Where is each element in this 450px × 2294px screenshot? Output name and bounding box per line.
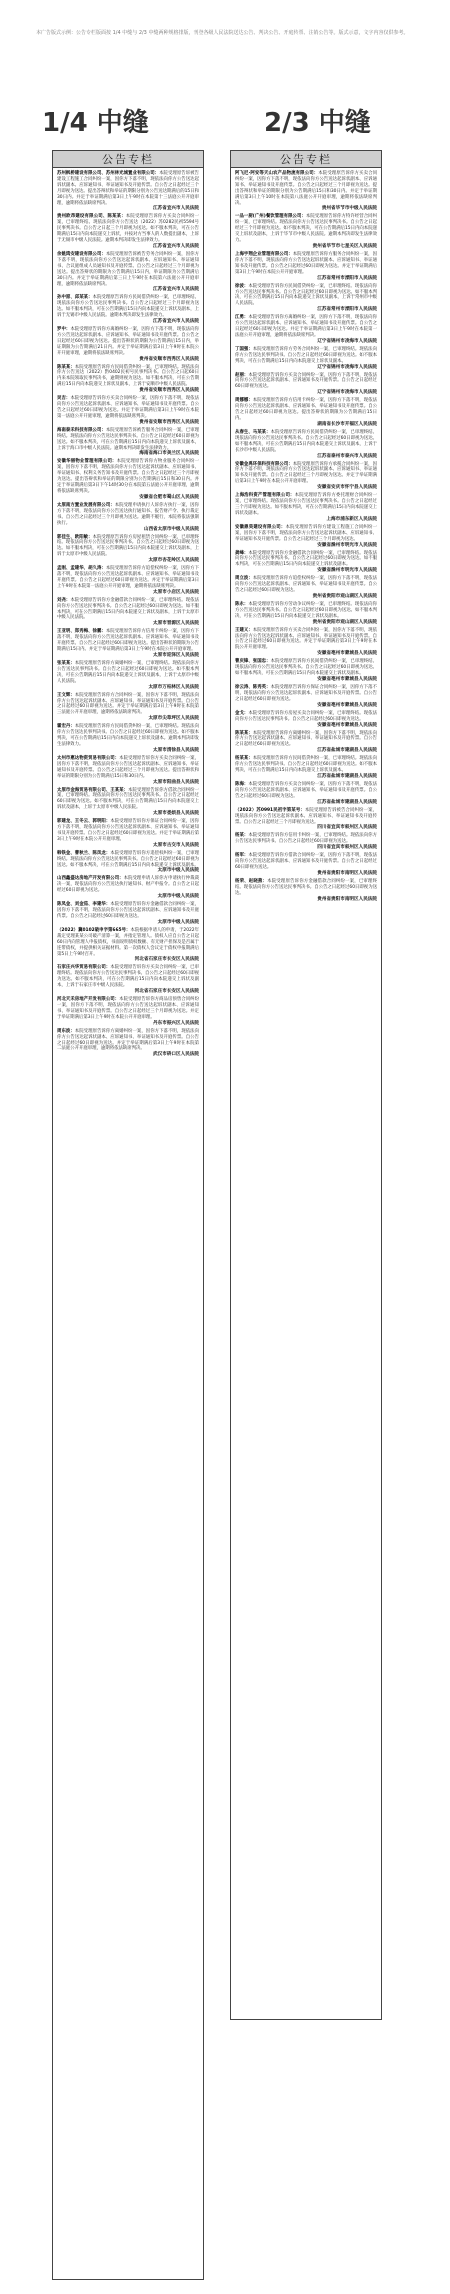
notice-addressee: 丁国强： <box>235 346 253 352</box>
notice-text: 本院受理原告诉你方买卖合同纠纷一案，因你方下落不明，现依法向你方公告送达起诉状副本、应诉通知书、举证通知书及开庭传票。自公告之日起经过三个月即视为送达。提出答辩状和举证的期限分别为公告期满后15日和30日内。 <box>57 755 199 779</box>
notice-item <box>57 928 199 964</box>
notice-item <box>57 598 199 628</box>
notice-text: 本院受理原告诉你方商品房预售合同纠纷一案，因你方下落不明，现依法向你方公告送达起诉状副本、应诉通知书、举证通知书及开庭传票。自公告之日起经过三个月即视为送达。并定于举证期满后第3日上午9时在本院公开开庭审理。 <box>57 997 199 1020</box>
notice-item <box>57 661 199 691</box>
notice-item <box>57 459 199 500</box>
notice-body <box>235 853 377 871</box>
notice-body <box>57 629 199 653</box>
notice-addressee: 孙中原、邱某某： <box>57 295 93 301</box>
notice-body <box>235 525 377 543</box>
notice-text: 本院受理原告诉你方民间借贷纠纷一案，已审理终结。现依法向你方公告送达民事判决书。自公告之日起经过60日即视为送达。如不服本判决，可在公告期满后15日内向本院递交上诉状及副本，上诉于长沙市中级人民法院。 <box>235 429 377 453</box>
notice-body <box>57 756 199 780</box>
notice-item <box>235 756 377 780</box>
notice-signer: 太原市万柏林区人民法院 <box>148 684 199 690</box>
notice-body <box>57 997 199 1021</box>
notice-signer: 河北省石家庄市长安区人民法院 <box>134 989 199 995</box>
notice-addressee: 从春生、马某某： <box>235 429 271 435</box>
notice-text: 本院受理原告诉你方民间借贷纠纷一案，已审理终结。现依法向你方公告送达民事判决书。自公告之日起经过三个月即视为送达。如不服本判决，可在公告期满后15日内向本院递交上诉状及副本，上诉于无锡市中级人民法院。逾期本判决即发生法律效力。 <box>57 295 199 319</box>
notice-signer: 丹东市振兴区人民法院 <box>153 1020 199 1026</box>
notice-signer: 太原市迎泽区人民法院 <box>153 653 199 658</box>
notice-signer: 贵州省毕节市中级人民法院 <box>321 206 377 212</box>
notice-item <box>235 731 377 755</box>
notice-addressee: 郭建龙、王冬云、郭明阳： <box>57 819 111 825</box>
notice-item <box>57 396 199 426</box>
notice-body <box>57 396 199 420</box>
notice-addressee: （2022）冀0102破申字第665号： <box>57 927 131 933</box>
notice-addressee: 张某某： <box>57 661 75 666</box>
notice-item <box>57 171 199 212</box>
notice-signer: 太原市小店区人民法院 <box>153 589 199 595</box>
notice-text: 本院受理原告诉你方服务合同纠纷一案，因你方下落不明，现依法向你方公告送达起诉状副本、应诉通知书、举证通知书及开庭传票。自公告之日起经过60日即视为送达。并定于举证期满后第3日上午9时在本院公开开庭审理。 <box>235 251 377 275</box>
notice-column-quarter <box>52 150 204 2280</box>
notice-text: 本院受理原告诉你方买卖合同纠纷一案，已审理终结。现依法向你方公告送达（2022）苏0282民初5594号民事判决书。自公告之日起三个月即视为送达。如不服本判决，可在公告期满后15日内向本院递交上诉状，并按对方当事人的人数提出副本，上诉于无锡市中级人民法院。逾期本判决即发生法律效力。 <box>57 214 199 244</box>
notice-signer: 安徽省滁州市明光市人民法院 <box>317 568 377 574</box>
notice-text: 本院受理原告诉你方民间借贷纠纷一案，已审理终结。现依法向你方公告送达民事判决书。自公告之日起经过60日即视为送达。如不服本判决，可在公告期满后15日内向本院递交上诉状及副本，上诉于常州市中级人民法院。 <box>235 283 377 307</box>
notice-item <box>235 462 377 492</box>
notice-signer: 太原市晋源区人民法院 <box>153 621 199 627</box>
notice-item <box>57 756 199 786</box>
notice-text: 本院受理原告诉你方金融借款合同纠纷一案，已审理终结。现依法向你方公告送达民事判决书。自公告之日起经过60日即视为送达。 <box>235 878 377 896</box>
notice-text: 本院受理原告诉你方追偿权纠纷一案，已审理终结。现依法向你方公告送达民事判决书。自公告之日起经过60日即视为送达。如不服本判决，可在公告期满后15日内向本院递交上诉状及副本。 <box>57 850 199 868</box>
notice-text: 本院受理原告诉你方民间借贷纠纷一案，已审理终结。现依法向你方公告送达民事判决书。自公告之日起经过60日即视为送达。如不服本判决，可在公告期满后15日内向本院递交上诉状及副本。 <box>235 756 377 774</box>
notice-addressee: 周东波： <box>57 1028 75 1034</box>
notice-addressee: 徐波： <box>235 283 249 289</box>
notice-item <box>235 315 377 345</box>
notice-item <box>235 430 377 460</box>
notice-addressee: 余姚鸿安建设有限公司： <box>57 251 106 257</box>
notice-signer: 安徽省合肥市蜀山区人民法院 <box>139 494 199 500</box>
notice-signer: 贵州省安顺市西秀区人民法院 <box>139 356 199 362</box>
notice-text: 本院受理原告诉你方金融借款合同纠纷一案，因你方下落不明，现依法向你方公告送达起诉状副本、应诉通知书及开庭传票。自公告之日起经过60日即视为送达。 <box>57 902 199 919</box>
notice-signer: 江苏省常州市溧阳市人民法院 <box>317 275 377 281</box>
notice-text: 本院受理原告诉你方买卖合同纠纷一案，因你方下落不明，现依法向你方公告送达起诉状副本、应诉通知书、举证通知书及开庭传票。自公告之日起经过60日即视为送达。并定于举证期满后第3日上午9时在本院公开开庭审理。 <box>235 627 377 651</box>
notice-text: 本院受理原告诉被告服务合同纠纷一案，已审理终结。现依法向你方公告送达民事判决书。自公告之日起经过60日即视为送达。如不服本判决，可在公告期满后15日内向本院递交上诉状及副本，上诉于海口市中级人民法院。逾期本判决即发生法律效力。 <box>57 427 199 451</box>
notice-item <box>57 902 199 926</box>
notice-addressee: 山西鑫盛达房地产开发有限公司： <box>57 876 124 882</box>
notice-text: 本院受理原告诉你方物业服务合同纠纷一案，因你方下落不明，现依法向你方公告送达起诉状副本、应诉通知书、举证通知书、权利义务告知书及开庭传票。自公告之日起经过三个月即视为送达。提出答辩状和举证的期限分别为公告期满后15日和30日内。并定于举证期满后第3日下午14时30分在本院第五法庭公开开庭审理，逾期将依法缺席判决。 <box>57 459 199 494</box>
notice-addressee: 陈海： <box>235 781 249 787</box>
layout-description-note: 本广告版式示例：公告专栏版面按 1/4 中缝与 2/3 中缝两种规格排版，刊登各级人民法院送达公告、判决公告、开庭传票、注销公告等。版式示意，文字内容仅供参考。 <box>36 30 409 36</box>
notice-signer: 辽宁省锦州市凌海市人民法院 <box>317 364 377 370</box>
notice-body <box>235 551 377 569</box>
notice-item <box>235 284 377 314</box>
notice-signer: 河北省石家庄市长安区人民法院 <box>134 957 199 963</box>
notice-item <box>235 833 377 851</box>
notice-body <box>235 398 377 422</box>
notice-body <box>235 602 377 620</box>
notice-addressee: 贵州欧昂建设有限公司、陈某某： <box>57 214 126 220</box>
notice-item <box>57 693 199 723</box>
notice-text: 本院受理原告诉你方保证合同纠纷一案，因你方下落不明，现依法向你方公告送达起诉状副本、应诉通知书及开庭传票。自公告之日起经过60日即视为送达。 <box>235 685 377 702</box>
notice-text: 本院受理原告诉被告合同纠纷一案，现依法向你方公告送达起诉状副本、应诉通知书、举证通知书及开庭传票。自公告之日起经过三个月即视为送达。 <box>235 807 377 825</box>
notice-text: 本院受理申请执行人诉你方执行一案，因你方下落不明，现依法向你方公告送达执行通知书、报告财产令、执行裁定书。自公告之日起经过三个月即视为送达。逾期不履行，本院将依法强制执行。 <box>57 502 199 526</box>
notice-addressee: 江勇： <box>235 315 249 321</box>
notice-item <box>57 566 199 596</box>
notice-text: 本院受理原告诉你方离婚纠纷一案，因你方下落不明，现依法向你方公告送达起诉状副本、应诉通知书、举证通知书及开庭传票。自公告之日起经过60日即视为送达。并定于举证期满后第3日上午9时在本院第一法庭公开开庭审理，逾期将依法缺席判决。 <box>235 315 377 338</box>
notice-addressee: 上海浩科资产管理有限公司： <box>235 493 295 499</box>
notice-item <box>57 252 199 293</box>
notice-body <box>57 598 199 622</box>
notice-body <box>57 428 199 452</box>
notice-signer: 江苏省泰州市泰兴市人民法院 <box>317 453 377 459</box>
notice-signer: 江苏省盐城市建湖县人民法院 <box>317 748 377 754</box>
notice-text: 本院受理原告诉你方买卖合同纠纷一案，因你方下落不明，现依法向你方公告送达起诉状副本、应诉通知书、举证通知书及开庭传票。自公告之日起经过三个月即视为送达。提出答辩状和举证的期限分别为公告期满后15日和30日内。并定于举证期满后第3日上午10时在本院第八法庭公开开庭审理，逾期将依法缺席判决。 <box>235 171 377 206</box>
notice-addressee: 霍宏丹： <box>57 724 75 730</box>
notice-item <box>57 428 199 458</box>
notice-body <box>57 171 199 206</box>
notice-body <box>57 535 199 559</box>
notice-text: 本院受理原告诉你方追偿权纠纷一案，因你方下落不明，现依法向你方公告送达起诉状副本、应诉通知书、举证通知书及开庭传票。自公告之日起经过60日即视为送达。并定于举证期满后第3日上午9时在本院第一法庭公开开庭审理，逾期将依法缺席判决。 <box>57 566 199 589</box>
notice-text: 本院受理原告诉你方保证合同纠纷一案，因你方下落不明，现依法向你方公告送达起诉状副本、应诉通知书、举证通知书及开庭传票。自公告之日起经过60日即视为送达。并定于举证期满后第3日上午9时在本院公开开庭审理。 <box>57 819 199 842</box>
notice-addressee: 河北天禾房地产开发有限公司： <box>57 997 120 1003</box>
notice-text: 本院根据申请人的申请，于2022年裁定受理某某公司破产清算一案，并指定管理人。债权人应自公告之日起60日内向管理人申报债权，书面说明债权数额、有无财产担保及是否属于连带债权，并提供相关证据材料。第一次债权人会议定于债权申报期满后第5日上午9时召开。 <box>57 927 199 957</box>
notice-addressee: 太州市惠达物资贸易有限公司： <box>57 755 120 761</box>
notice-text: 本院受理原告诉你方买卖合同纠纷一案，已审理终结。现依法向你方公告送达民事判决书。自公告之日起经过60日即视为送达。如不服本判决，可在公告期满后15日内向本院递交上诉状及副本，上诉于石家庄市中级人民法院。 <box>57 965 199 989</box>
notice-body <box>235 576 377 594</box>
notice-text: 本院受理申请人诉你方申请执行仲裁裁决一案，现依法向你方公告送达执行通知书、财产申报令。自公告之日起经过60日即视为送达。 <box>57 876 199 894</box>
notice-body <box>235 171 377 206</box>
notice-text: 本院受理原告诉你方劳务合同纠纷一案，已审理终结。现依法向你方公告送达民事判决书。自公告之日起经过60日即视为送达。如不服本判决，可在公告期满后15日内向本院递交上诉状及副本。 <box>235 346 377 364</box>
notice-signer: 贵州省贵阳市观山湖区人民法院 <box>312 593 377 599</box>
notice-body <box>235 731 377 749</box>
notice-item <box>57 214 199 250</box>
notice-list <box>53 168 203 1058</box>
notice-signer: 太原市杏花岭区人民法院 <box>148 558 199 564</box>
notice-addressee: 周立波： <box>235 576 253 582</box>
notice-item <box>235 525 377 549</box>
notice-signer: 贵州省安顺市西秀区人民法院 <box>139 419 199 425</box>
notice-body <box>57 724 199 748</box>
notice-item <box>235 808 377 832</box>
notice-item <box>235 398 377 428</box>
notice-body <box>235 711 377 723</box>
notice-text: 本院受理原告诉你方合同纠纷一案，因你方下落不明，现依法向你方公告送达起诉状副本、应诉通知书、举证通知书及开庭传票。自公告之日起经过60日即视为送达。并定于举证期满后第3日上午9时在本院第三法庭公开开庭审理，逾期将依法缺席判决。 <box>57 692 199 716</box>
notice-addressee: 罗中： <box>57 327 71 333</box>
notice-addressee: 苏州枫桥建设有限公司、苏州林光城置业有限公司： <box>57 171 160 176</box>
column-header <box>231 151 381 168</box>
notice-item <box>57 788 199 818</box>
notice-body <box>57 252 199 287</box>
notice-text: 本院受理原告诉你方借款合同纠纷一案，因你方下落不明，现依法向你方公告送达起诉状副本、应诉通知书及开庭传票。自公告之日起经过60日即视为送达。 <box>235 853 377 871</box>
notice-item <box>235 879 377 903</box>
notice-signer: 太原市清徐县人民法院 <box>153 747 199 753</box>
notice-signer: 太原市尖草坪区人民法院 <box>148 716 199 722</box>
notice-signer: 安徽省亳州市蒙城县人民法院 <box>317 722 377 728</box>
notice-body <box>57 566 199 590</box>
notice-text: 本院受理原告诉你方建设工程施工合同纠纷一案，因你方下落不明，现依法向你方公告送达起诉状副本、应诉通知书、举证通知书及开庭传票。自公告之日起经过三个月即视为送达。 <box>235 524 377 542</box>
notice-signer: 太原市中级人民法院 <box>157 894 199 900</box>
notice-body <box>57 295 199 319</box>
notice-item <box>57 997 199 1027</box>
notice-addressee: 杨某： <box>235 833 249 839</box>
notice-item <box>235 347 377 371</box>
notice-addressee: 太原南方置业发展有限公司： <box>57 502 115 508</box>
notice-item <box>235 711 377 729</box>
notice-signer: 贵州省贵阳市南明区人民法院 <box>317 896 377 902</box>
notice-signer: 江苏省宜兴市人民法院 <box>153 319 199 325</box>
notice-body <box>235 284 377 308</box>
notice-text: 本院受理原告诉你方借款合同纠纷一案，已审理终结。现依法向你方公告送达民事判决书。自公告之日起经过60日即视为送达。如不服本判决，可在公告期满后15日内向本院递交上诉状及副本，上诉于太原市中级人民法院。 <box>57 787 199 811</box>
notice-addressee: 韩铁金、曹秋兰、陈凤龙： <box>57 850 111 856</box>
notice-body <box>235 214 377 244</box>
notice-text: 本院受理原告诉你方承揽合同纠纷一案，因你方下落不明，现依法向你方公告送达起诉状副本、应诉通知书、举证通知书及开庭传票。自公告之日起经过三个月即视为送达。并定于举证期满后第3日上午9时在本院公开开庭审理。 <box>235 461 377 485</box>
notice-text: 本院受理原告诉你方买卖合同纠纷一案，因你方下落不明，现依法向你方公告送达起诉状副本、应诉通知书、举证通知书及开庭传票。自公告之日起经过60日即视为送达。并定于举证期满后第3日上午9时在本院第一法庭公开开庭审理，逾期将依法缺席判决。 <box>57 396 199 419</box>
notice-item <box>235 214 377 250</box>
notice-body <box>57 693 199 717</box>
notice-signer: 贵州省贵阳市观山湖区人民法院 <box>312 619 377 625</box>
notice-addressee: 刘尧： <box>57 597 71 603</box>
notice-text: 本院受理原告诉你方信用卡纠纷一案，因你方下落不明，现依法向你方公告送达起诉状副本、应诉通知书、举证通知书及开庭传票。自公告之日起经过60日即视为送达。提出答辩状的期限为公告期满后15日内。并定于举证期满后第3日上午9时在本院公开开庭审理。 <box>57 629 199 653</box>
notice-signer: 贵州省贵阳市南明区人民法院 <box>317 870 377 876</box>
notice-item <box>235 576 377 600</box>
notice-signer: 贵州省安顺市西秀区人民法院 <box>139 388 199 394</box>
notice-signer: 安徽省滁州市明光市人民法院 <box>317 542 377 548</box>
notice-signer: 贵州省毕节市七星关区人民法院 <box>312 243 377 249</box>
notice-signer: 太原市阳曲县人民法院 <box>153 779 199 785</box>
notice-body <box>235 833 377 845</box>
notice-signer: 太原市娄烦县人民法院 <box>153 811 199 817</box>
notice-signer: 山西省太原市中级人民法院 <box>143 526 199 532</box>
notice-item <box>57 535 199 565</box>
notice-addressee: 王建义： <box>235 627 253 633</box>
notice-addressee: （2022）苏0991民初字第某号： <box>235 807 305 813</box>
notice-text: 本院受理原告诉你方金融借款合同纠纷一案，已审理终结。现依法向你方公告送达民事判决书。自公告之日起经过60日即视为送达。如不服本判决，可在公告期满后15日内向本院递交上诉状及副本，上诉于太原市中级人民法院。 <box>57 597 199 621</box>
notice-signer: 江苏省盐城市建湖县人民法院 <box>317 799 377 805</box>
notice-addressee: 王亚明、郑秀梅、徐鹏： <box>57 629 106 635</box>
notice-text: 本院受理原告诉你方买卖合同纠纷一案，因你方下落不明，现依法向你方公告送达起诉状副本、应诉通知书、举证通知书及开庭传票。自公告之日起经过60日即视为送达。 <box>235 781 377 799</box>
notice-addressee: 陈某某： <box>235 730 253 736</box>
notice-text: 本院受理原告诉你方民间借贷纠纷一案，已审理终结。现依法向你方公告送达民事判决书。自公告之日起经过60日即视为送达。如不服本判决，可在公告期满后15日内向本院递交上诉状及副本。 <box>235 659 377 677</box>
notice-body <box>57 788 199 812</box>
notice-item <box>57 295 199 325</box>
notice-body <box>57 876 199 894</box>
notice-addressee: 王文辉： <box>57 692 75 698</box>
notice-text: 本院受理原告诉你方离婚纠纷一案，因你方下落不明，现依法向你方公告送达起诉状副本、应诉通知书、举证通知书及开庭传票。自公告之日起经过60日即视为送达。 <box>235 730 377 748</box>
notice-addressee: 石家庄兴华贸易有限公司： <box>57 965 111 971</box>
notice-text: 本院受理原告诉你方追偿权纠纷一案，因你方下落不明，现依法向你方公告送达起诉状副本、应诉通知书、举证通知书及开庭传票。自公告之日起经过60日即视为送达。 <box>235 576 377 594</box>
notice-body <box>235 315 377 339</box>
notice-item <box>235 373 377 397</box>
notice-item <box>235 782 377 806</box>
notice-text: 本院受理原告诉你方离婚纠纷一案，因你方下落不明，现依法向你方公告送达起诉状副本、应诉通知书、举证通知书及开庭传票。自公告之日起经过60日即视为送达。提出答辩状的期限为公告期满后15日内，举证期限为公告期满后21日内。并定于举证期满后第3日上午9时在本院公开开庭审理，逾期将依法缺席判决。 <box>57 327 199 356</box>
notice-signer: 武汉市硚口区人民法院 <box>153 1052 199 1058</box>
notice-body <box>57 365 199 389</box>
notice-text: 本院受理原告诉你方离婚纠纷一案，因你方下落不明，现依法向你方公告送达起诉状副本、应诉通知书、举证通知书及开庭传票。自公告之日起经过60日即视为送达。并定于举证期满后第3日上午9时在本院第二法庭公开开庭审理，逾期将依法缺席判决。 <box>57 1028 199 1052</box>
notice-item <box>57 876 199 900</box>
notice-body <box>57 459 199 494</box>
notice-signer: 江苏省盐城市建湖县人民法院 <box>317 773 377 779</box>
notice-addressee: 龚峰： <box>235 550 249 556</box>
notice-item <box>57 724 199 754</box>
notice-body <box>235 756 377 774</box>
notice-body <box>235 493 377 517</box>
notice-text: 本院受理原告诉你方民间借贷纠纷一案，已审理终结。现依法向你方公告送达（2022）黔0402民初号民事判决书。自公告之日起60日内来本院领取民事判决书，逾期则视为送达。如不服本判决，可在公告期满后15日内向本院递交上诉状及副本，上诉于安顺市中级人民法院。 <box>57 364 199 388</box>
notice-item <box>235 853 377 877</box>
notice-signer: 安徽省亳州市蒙城县人民法院 <box>317 702 377 708</box>
notice-body <box>57 965 199 989</box>
notice-addressee: 曹庆锋、张国忠： <box>235 659 271 665</box>
notice-item <box>57 819 199 849</box>
notice-item <box>57 965 199 995</box>
notice-body <box>235 879 377 897</box>
notice-addressee: 一品一厨(广州)餐饮管理有限公司： <box>235 214 306 220</box>
notice-body <box>57 503 199 527</box>
notice-item <box>57 365 199 395</box>
notice-addressee: 太原市金海贸易有限公司、王某某： <box>57 787 129 793</box>
notice-item <box>235 602 377 626</box>
notice-signer: 四川省宜宾市叙州区人民法院 <box>317 825 377 831</box>
notice-body <box>235 252 377 276</box>
notice-addressee: 海南泰禾科技有限公司： <box>57 427 106 433</box>
notice-addressee: 陈凤金、刘金茹、李建华： <box>57 902 111 908</box>
notice-item <box>57 503 199 533</box>
notice-item <box>235 659 377 683</box>
notice-body <box>57 214 199 244</box>
notice-signer: 江苏省宜兴市人民法院 <box>153 206 199 212</box>
notice-body <box>235 685 377 703</box>
notice-signer: 湖南省长沙市开福区人民法院 <box>317 421 377 427</box>
notice-column-two-thirds <box>230 150 382 2020</box>
notice-addressee: 陈永： <box>235 601 249 607</box>
notice-body <box>57 902 199 920</box>
notice-body <box>57 851 199 869</box>
column-header-title: 公告专栏 <box>280 153 332 166</box>
notice-text: 本院受理原告诉你方离婚纠纷一案，已审理终结。现依法向你方公告送达民事判决书。自公告之日起经过60日即视为送达。如不服本判决，可在公告期满后15日内向本院递交上诉状及副本，上诉于太原市中级人民法院。 <box>57 661 199 684</box>
notice-signer: 辽宁省锦州市凌海市人民法院 <box>317 338 377 344</box>
notice-body <box>57 819 199 843</box>
notice-body <box>235 628 377 652</box>
notice-addressee: 杨军： <box>235 853 249 859</box>
notice-item <box>57 1029 199 1059</box>
notice-body <box>57 661 199 685</box>
notice-text: 本院受理原告诉你方劳动争议纠纷一案，已审理终结。现依法向你方公告送达民事判决书。自公告之日起经过60日即视为送达。如不服本判决，可在公告期满后15日内向本院递交上诉状及副本。 <box>235 601 377 619</box>
notice-signer: 太原市中级人民法院 <box>157 919 199 925</box>
notice-item <box>235 171 377 212</box>
notice-addressee: 杨某某： <box>235 756 253 762</box>
notice-text: 本院受理原告诉你方民间借贷纠纷一案，已审理终结。现依法向你方公告送达民事判决书。自公告之日起经过60日即视为送达。如不服本判决，可在公告期满后15日内向本院递交上诉状及副本。逾期本判决即发生法律效力。 <box>57 724 199 747</box>
layout-label-quarter: 1/4 中缝 <box>42 108 149 138</box>
notice-addressee: 杨荣、赵晓燕： <box>235 878 268 884</box>
column-header <box>53 151 203 168</box>
notice-addressee: 上海宇翔企业管理有限公司： <box>235 251 293 257</box>
notice-text: 本院受理原告诉你方房屋买卖合同纠纷一案，已审理终结。现依法向你方公告送达民事判决书。自公告之日起经过60日即视为送达。 <box>235 710 377 722</box>
notice-signer: 江苏省宜兴市人民法院 <box>153 243 199 249</box>
notice-addressee: 安徽鼎昊建设有限公司： <box>235 524 286 530</box>
notice-item <box>57 327 199 363</box>
notice-text: 本院受理原告诉你方金融借款合同纠纷一案，已审理终结。现依法向你方公告送达民事判决书。自公告之日起经过60日即视为送达。如不服本判决，可在公告期满后15日内向本院递交上诉状及副本。 <box>235 550 377 568</box>
notice-body <box>235 373 377 391</box>
notice-body <box>235 659 377 677</box>
layout-label-two-thirds: 2/3 中缝 <box>264 108 371 138</box>
notice-body <box>57 928 199 958</box>
notice-addressee: 徐云涛、陈秀英： <box>235 685 271 690</box>
notice-signer: 安徽省亳州市蒙城县人民法院 <box>317 651 377 657</box>
notice-body <box>235 430 377 454</box>
notice-body <box>235 782 377 800</box>
notice-signer: 太原市古交市人民法院 <box>153 842 199 848</box>
notice-text: 本院受理原告诉被告劳务合同纠纷一案，因你方下落不明，现依法向你方公告送达起诉状副本、应诉通知书、举证通知书、合议庭组成人员通知书及开庭传票。自公告之日起经过三个月即视为送达。提出答辩状的期限为公告期满后15日内，举证期限为公告期满后30日内。并定于举证期满后第三日上午9时在本院第六法庭公开开庭审理，逾期将依法缺席判决。 <box>57 251 199 287</box>
notice-addressee: 安徽华丽物业管理有限公司： <box>57 459 117 465</box>
notice-addressee: 吴吉： <box>57 396 71 402</box>
notice-item <box>235 551 377 575</box>
notice-item <box>57 851 199 875</box>
notice-text: 本院受理原告诉被告建设工程施工合同纠纷一案，因你方下落不明，现依法向你方公告送达起诉状副本、应诉通知书、举证通知书及开庭传票。自公告之日起经过三个月即视为送达。提出答辩状和举证的期限分别为公告送达期满后的15日和30日内。并定于举证期满后第3日上午9时在本院第十三法庭公开开庭审理，逾期将依法缺席判决。 <box>57 171 199 206</box>
notice-body <box>57 1029 199 1053</box>
notice-addressee: 阿飞尼·阿安等天山农产品物流有限公司： <box>235 171 319 176</box>
notice-addressee: 郭佳生、欧阳敏： <box>57 534 93 540</box>
notice-body <box>235 808 377 826</box>
notice-signer: 太原市中级人民法院 <box>157 868 199 874</box>
notice-text: 本院受理原告诉你方委托理财合同纠纷一案，已审理终结。现依法向你方公告送达民事判决书。自公告之日起经过三个月即视为送达。如不服本判决，可在公告期满后15日内向本院递交上诉状及副本。 <box>235 493 377 516</box>
notice-body <box>57 327 199 357</box>
notice-addressee: 孟刚、孟建华、胡久涛： <box>57 566 106 572</box>
notice-signer: 海南省海口市美兰区人民法院 <box>139 451 199 457</box>
notice-addressee: 周娜娜： <box>235 398 253 404</box>
notice-signer: 安徽省亳州市蒙城县人民法院 <box>317 677 377 682</box>
notice-item <box>235 493 377 523</box>
notice-addressee: 赵丽： <box>235 372 249 378</box>
notice-addressee: 安徽金禹环保科技有限公司： <box>235 461 293 467</box>
notice-signer: 四川省宜宾市叙州区人民法院 <box>317 845 377 851</box>
notice-addressee: 陈某某： <box>57 364 75 370</box>
notice-body <box>235 347 377 365</box>
notice-addressee: 金戈： <box>235 710 249 716</box>
notice-item <box>235 685 377 709</box>
notice-text: 本院受理原告诉你方信用卡纠纷一案，因你方下落不明，现依法向你方公告送达起诉状副本、应诉通知书、举证通知书及开庭传票。自公告之日起经过60日即视为送达。提出答辩状的期限为公告期满后15日内。 <box>235 398 377 421</box>
notice-item <box>235 252 377 282</box>
notice-text: 本院受理原告诉你方信用卡纠纷一案，已审理终结。现依法向你方公告送达民事判决书。自公告之日起经过60日即视为送达。 <box>235 833 377 845</box>
notice-text: 本院受理原告诉你方特许经营合同纠纷一案，已审理终结。现依法向你方公告送达民事判决书。自公告之日起经过三个月即视为送达。如不服本判决，可在公告期满后15日内向本院递交上诉状及副本，上诉于毕节市中级人民法院。逾期本判决即发生法律效力。 <box>235 214 377 244</box>
notice-body <box>235 462 377 486</box>
notice-list <box>231 168 381 903</box>
column-header-title: 公告专栏 <box>102 153 154 166</box>
notice-signer: 江苏省宜兴市人民法院 <box>153 287 199 293</box>
notice-text: 本院受理原告诉你方买卖合同纠纷一案，因你方下落不明，现依法向你方公告送达起诉状副本、应诉通知书及开庭传票。自公告之日起经过60日即视为送达。 <box>235 372 377 390</box>
notice-signer: 江苏省常州市溧阳市人民法院 <box>317 307 377 313</box>
notice-item <box>235 628 377 658</box>
notice-signer: 上海市浦东新区人民法院 <box>326 516 377 522</box>
notice-signer: 安徽省安庆市怀宁县人民法院 <box>317 485 377 491</box>
notice-signer: 辽宁省锦州市凌海市人民法院 <box>317 390 377 396</box>
notice-item <box>57 629 199 659</box>
notice-text: 本院受理原告诉你方房屋租赁合同纠纷一案，已审理终结。现依法向你方公告送达民事判决书。自公告之日起经过60日即视为送达。如不服本判决，可在公告期满后15日内向本院递交上诉状及副本，上诉于太原市中级人民法院。 <box>57 534 199 558</box>
